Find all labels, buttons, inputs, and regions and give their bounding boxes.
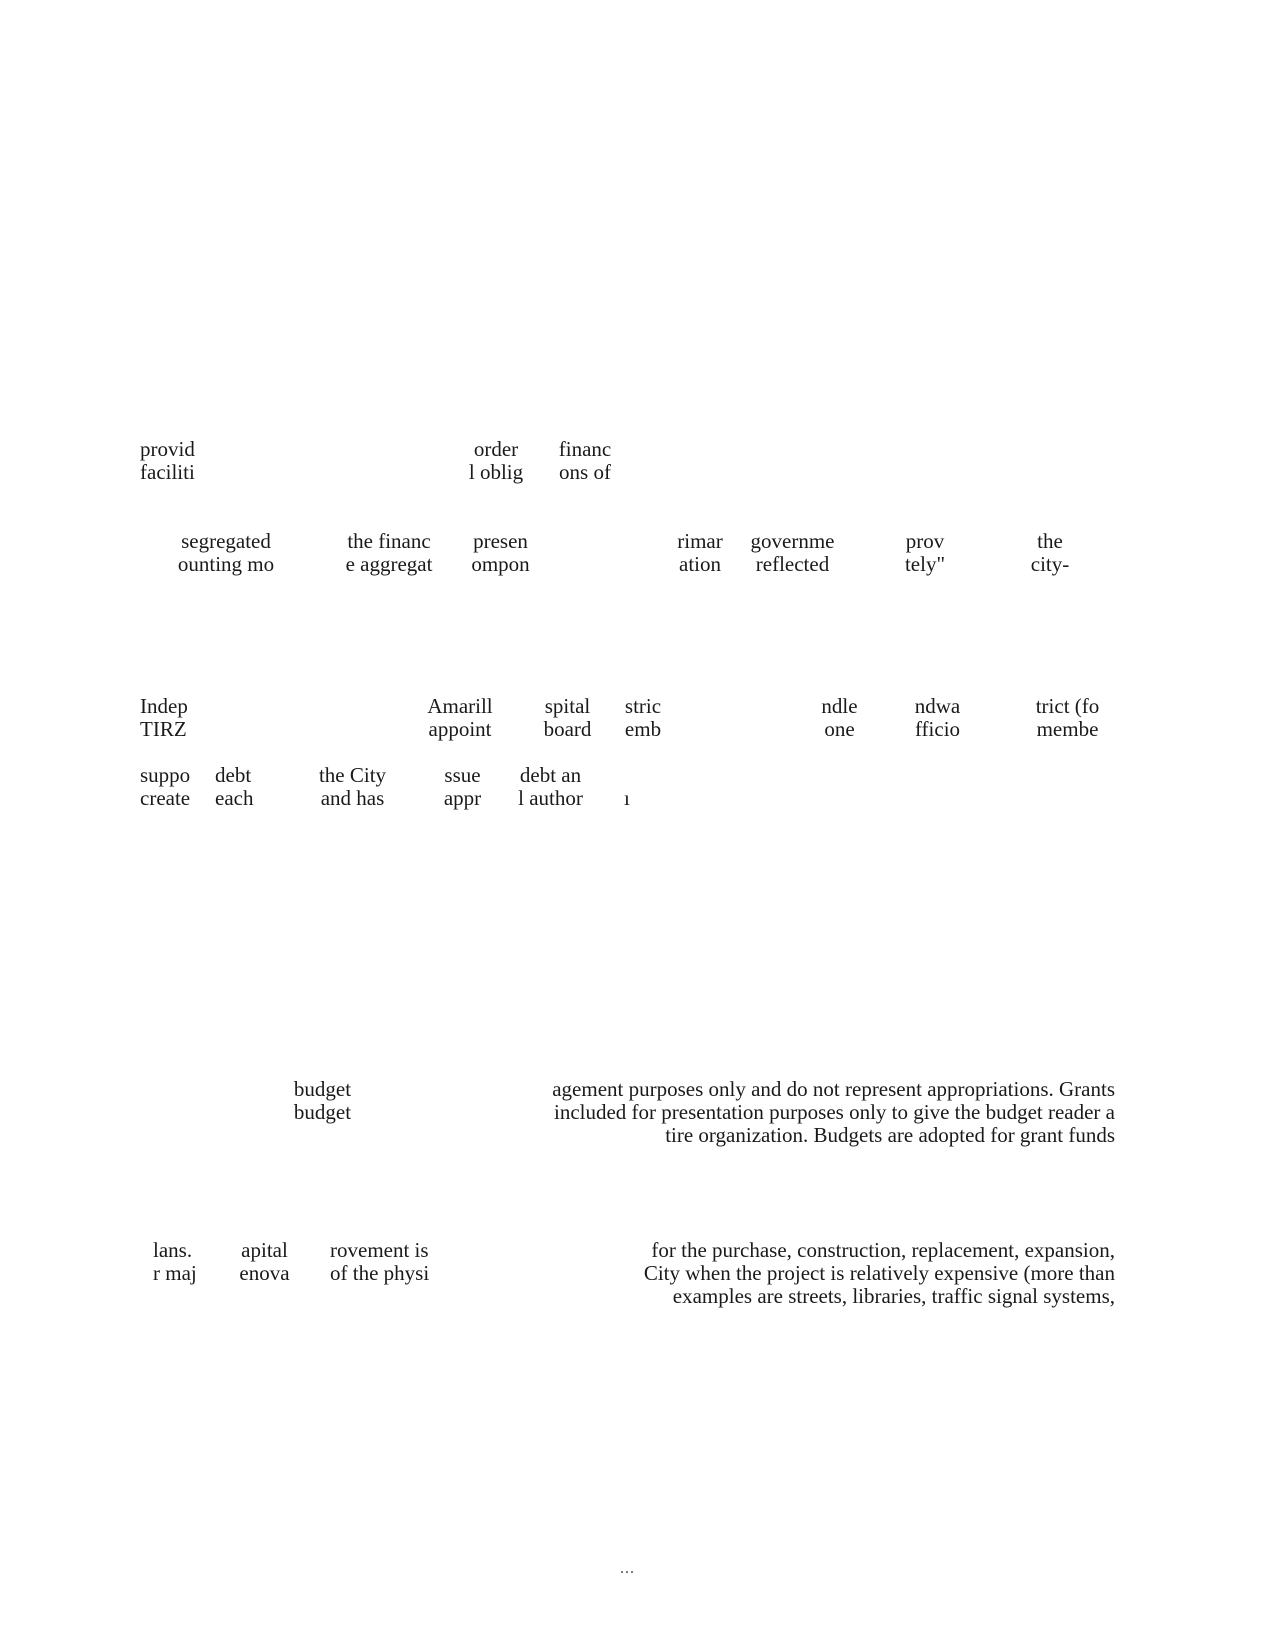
text-line: faciliti — [140, 460, 195, 484]
fragment-spital — [535, 695, 600, 741]
text-line: the City — [318, 763, 387, 787]
text-line: emb — [624, 717, 662, 741]
fragment-debt — [215, 764, 253, 810]
text-line: membe — [1036, 717, 1099, 741]
fragment-ndwa — [905, 695, 970, 741]
fragment-ssue — [435, 764, 490, 810]
fragment-the-city — [310, 764, 395, 810]
text-line: ompon — [471, 552, 530, 576]
text-line: provid — [140, 437, 195, 461]
text-line: enova — [239, 1261, 290, 1285]
fragment-segregated — [166, 530, 286, 576]
text-line: budget — [293, 1100, 352, 1124]
text-line: governme — [750, 529, 835, 553]
text-line: ndwa — [914, 694, 961, 718]
text-line: ssue — [444, 763, 481, 787]
text-line: the — [1037, 529, 1063, 553]
text-line: financ — [558, 437, 612, 461]
fragment-debt-an — [508, 764, 593, 810]
text-line: presen — [473, 529, 528, 553]
text-line: ndle — [821, 694, 858, 718]
text-line: the financ — [347, 529, 431, 553]
fragment-suppo — [140, 764, 190, 810]
fragment-apital — [232, 1239, 297, 1285]
text-line: apital — [241, 1238, 288, 1262]
fragment-finance — [334, 530, 444, 576]
text-line: included for presentation purposes only to give the budget reader a — [554, 1100, 1115, 1124]
fragment-order — [461, 438, 531, 484]
text-line: l author — [518, 786, 583, 810]
text-line: examples are streets, libraries, traffic signal systems, — [672, 1284, 1115, 1308]
text-line: ation — [679, 552, 721, 576]
text-line: rovement is — [330, 1238, 429, 1262]
text-line: order — [473, 437, 519, 461]
text-line: fficio — [914, 717, 961, 741]
text-line: rimar — [677, 529, 723, 553]
page-marker: ... — [620, 1560, 635, 1577]
fragment-city — [1020, 530, 1080, 576]
text-line: r maj — [153, 1261, 197, 1285]
grants-paragraph — [552, 1078, 1115, 1147]
fragment-financ — [550, 438, 620, 484]
text-line: and has — [320, 786, 385, 810]
fragment-stray-mark — [624, 787, 630, 810]
fragment-budget — [285, 1078, 360, 1124]
capital-paragraph — [644, 1239, 1115, 1308]
text-line: e aggregat — [345, 552, 433, 576]
text-line: budget — [293, 1077, 352, 1101]
text-line: City when the project is relatively expensive (more than — [643, 1261, 1115, 1285]
text-line: reflected — [755, 552, 830, 576]
text-line: appr — [443, 786, 482, 810]
text-line: prov — [905, 529, 945, 553]
text-line: Indep — [140, 694, 188, 718]
text-line: l oblig — [468, 460, 524, 484]
fragment-indep — [140, 695, 188, 741]
text-line: ons of — [559, 460, 611, 484]
text-line: ounting mo — [177, 552, 275, 576]
text-line: Amarill — [427, 694, 493, 718]
fragment-stric — [618, 695, 668, 741]
text-line: board — [543, 717, 592, 741]
text-line: spital — [544, 694, 591, 718]
text-line: ı — [624, 786, 630, 810]
fragment-rimar — [665, 530, 735, 576]
text-line: segregated — [181, 529, 271, 553]
text-line: create — [140, 786, 191, 810]
text-line: debt an — [519, 763, 582, 787]
text-line: TIRZ — [140, 717, 187, 741]
fragment-lans — [153, 1239, 197, 1285]
fragment-amarill — [420, 695, 500, 741]
fragment-presen — [463, 530, 538, 576]
text-line: trict (fo — [1035, 694, 1100, 718]
text-line: city- — [1030, 552, 1070, 576]
text-line: of the physi — [330, 1261, 430, 1285]
text-line: each — [215, 786, 254, 810]
fragment-trict — [1025, 695, 1110, 741]
fragment-provid — [140, 438, 195, 484]
text-line: debt — [215, 763, 252, 787]
text-line: suppo — [140, 763, 191, 787]
text-line: tire organization. Budgets are adopted for grant funds — [665, 1123, 1115, 1147]
text-line: appoint — [428, 717, 492, 741]
text-line: tely" — [904, 552, 946, 576]
text-line: one — [824, 717, 855, 741]
fragment-rovement — [330, 1239, 429, 1285]
text-line: agement purposes only and do not represent appropriations. Grants — [552, 1077, 1115, 1101]
fragment-ndle — [812, 695, 867, 741]
text-line: stric — [624, 694, 662, 718]
text-line: for the purchase, construction, replacement, expansion, — [651, 1238, 1115, 1262]
fragment-prov — [895, 530, 955, 576]
text-line: lans. — [153, 1238, 193, 1262]
fragment-governme — [740, 530, 845, 576]
